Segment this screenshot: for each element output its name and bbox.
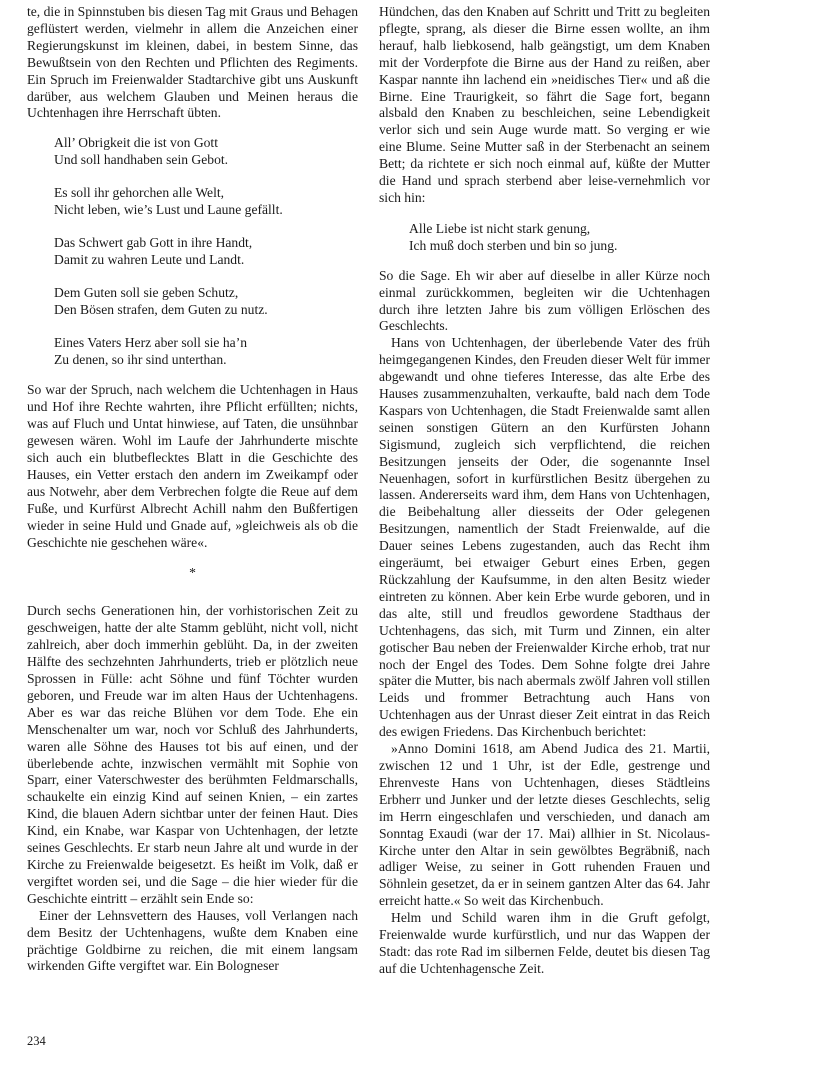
left-column	[27, 4, 358, 975]
stanza	[54, 285, 358, 319]
paragraph: Helm und Schild waren ihm in die Gruft gefolgt, Freienwalde wurde kurfürstlich, und nur das Wappen der Stadt: das rote Rad im silbernen Felde, deutet bis diesen Tag auf die Uchtenhagensche Zeit.	[379, 910, 710, 976]
verse-line: Ich muß doch sterben und bin so jung.	[409, 237, 618, 253]
verse-line: Alle Liebe ist nicht stark genung,	[409, 220, 591, 236]
verse-line: Damit zu wahren Leute und Landt.	[54, 251, 245, 267]
paragraph: So war der Spruch, nach welchem die Uchtenhagen in Haus und Hof ihre Rechte wahrten, ihre Pflicht erfüllten; nichts, was auf Fluch und Untat hinwiese, auf Taten, die unsühnbar gewesen wären. Wohl im Laufe der Jahrhunderte mischte sich auch ein blutbeflecktes Blatt in die Geschichte des Hauses, ein Vetter erstach den andern im Zweikampf oder aus Notwehr, aber dem Verbrechen folgte die Reue auf dem Fuße, und Kurfürst Albrecht Achill nahm den Bußfertigen wieder in seine Huld und Gnade auf, »gleichweis als ob die Geschichte nie geschehen wäre«.	[27, 382, 358, 550]
verse-line: Das Schwert gab Gott in ihre Handt,	[54, 234, 253, 250]
stanza	[54, 185, 358, 219]
paragraph: Durch sechs Generationen hin, der vorhistorischen Zeit zu geschweigen, hatte der alte Stamm geblüht, nicht voll, nicht zahlreich, aber doch immerhin geblüht. Da, in der zweiten Hälfte des sechzehnten Jahrhunderts, trieb er plötzlich neue Sprossen in Fülle: acht Söhne und fünf Töchter wurden geboren, und Freude war im alten Haus der Uchtenhagens. Aber es war das reiche Blühen vor dem Tode. Ehe ein Menschenalter um war, noch vor Schluß des Jahrhunderts, waren alle Söhne des Hauses tot bis auf einen, und der überlebende achte, inzwischen vermählt mit Sophie von Sparr, einer Vaterschwester des berühmten Feldmarschalls, schaukelte ein einzig Kind auf seinen Knien, – ein zartes Kind, die blauen Adern sichtbar unter der feinen Haut. Dies Kind, ein Knabe, war Kaspar von Uchtenhagen, der letzte seines Geschlechts. Er starb neun Jahre alt und wurde in der Kirche zu Freienwalde beigesetzt. Es heißt im Volk, daß er vergiftet worden sei, und die Sage – die hier wieder für die Geschichte eintritt – erzählt sein Ende so:	[27, 603, 358, 906]
stanza	[54, 235, 358, 269]
verse-line: Nicht leben, wie’s Lust und Laune gefällt.	[54, 202, 283, 218]
paragraph: Einer der Lehnsvettern des Hauses, voll Verlangen nach dem Besitz der Uchtenhagens, wußte dem Knaben eine prächtige Goldbirne zu reichen, die mit einem langsam wirkenden Gifte vergiftet war. Ein Bologneser	[27, 907, 358, 974]
page-number: 234	[27, 1034, 46, 1048]
verse-block	[409, 221, 710, 255]
verse-line: All’ Obrigkeit die ist von Gott	[54, 135, 218, 151]
verse-block	[54, 135, 358, 368]
paragraph: Hans von Uchtenhagen, der überlebende Vater des früh heimgegangenen Kindes, den Freuden dieser Welt für immer abgewandt und ohne tieferes Interesse, das alte Erbe des Hauses zusammenzuhalten, verkaufte, bald nach dem Tode Kaspars von Uchtenhagen, die Stadt Freienwalde samt allen seinen sonstigen Gütern an den Kurfürsten Johann Sigismund, zugleich sich verpflichtend, die reichen Besitzungen jenseits der Oder, die sogenannte Insel Neuenhagen, sofort in kurfürstlichen Besitz übergehen zu lassen. Andererseits ward ihm, dem Hans von Uchtenhagen, die Beibehaltung aller diesseits der Oder gelegenen Besitzungen, namentlich der Stadt Freienwalde, auf die Dauer seines Lebens zugestanden, auch das Recht ihm eingeräumt, bei etwaiger Geburt eines Erben, gegen Rückzahlung der Kaufsumme, in den alten Besitz wieder eintreten zu können. Aber kein Erbe wurde geboren, und in das alte, still und freudlos gewordene Stadthaus der Uchtenhagens, das sich, mit Turm und Zinnen, ein alter gotischer Bau neben der Freienwalder Kirche erhob, trat nur noch der Engel des Todes. Dem Sohne folgte drei Jahre später die Mutter, bis nach abermals zwölf Jahren voll stillen Leids und frommer Betrachtung auch Hans von Uchtenhagen aus der Unrast dieser Zeit eintrat in das Reich des ewigen Friedens. Das Kirchenbuch berichtet:	[379, 335, 710, 740]
verse-line: Zu denen, so ihr sind unterthan.	[54, 351, 227, 367]
verse-line: Es soll ihr gehorchen alle Welt,	[54, 185, 225, 201]
verse-line: Dem Guten soll sie geben Schutz,	[54, 284, 239, 300]
section-separator: *	[189, 565, 196, 581]
verse-line: Den Bösen strafen, dem Guten zu nutz.	[54, 301, 268, 317]
stanza	[54, 335, 358, 369]
paragraph: Hündchen, das den Knaben auf Schritt und Tritt zu begleiten pflegte, sprang, als dieser die Birne essen wollte, an ihm herauf, halb liebkosend, halb geängstigt, um dem Knaben mit der Vorderpfote die Birne aus der Hand zu reißen, aber Kaspar nannte ihn lachend ein »neidisches Tier« und aß die Birne. Eine Traurigkeit, so fährt die Sage fort, begann alsbald den Knaben zu beschleichen, seine Lebendigkeit verlor sich und sein Auge wurde matt. So verging er wie eine Blume. Seine Mutter saß in der Sterbenacht an seinem Bett; da richtete er sich noch einmal auf, küßte der Mutter die Hand und sprach sterbend aber leise-vernehmlich vor sich hin:	[379, 4, 710, 205]
paragraph: »Anno Domini 1618, am Abend Judica des 21. Martii, zwischen 12 und 1 Uhr, ist der Edle, gestrenge und Ehrenveste Hans von Uchtenhagen, dieses Städtleins Erbherr und Junker und der letzte dieses Geschlechts, selig im Herrn eingeschlafen und verschieden, und danach am Sonntag Exaudi (war der 17. Mai) allhier in St. Nicolaus-Kirche unter den Altar in sein gewölbtes Begräbniß, nach adliger Weise, zu seiner in Gott ruhenden Frauen und Söhnlein gesetzet, da er in seinem gantzen Alter das 64. Jahr erreicht hatte.« So weit das Kirchenbuch.	[379, 741, 710, 909]
verse-line: Eines Vaters Herz aber soll sie ha’n	[54, 334, 248, 350]
stanza	[54, 135, 358, 169]
verse-line: Und soll handhaben sein Gebot.	[54, 152, 229, 168]
right-column	[379, 4, 710, 978]
paragraph: te, die in Spinnstuben bis diesen Tag mit Graus und Behagen geflüstert werden, vielmehr in allem die Anzeichen einer Regierungskunst im kleinen, dabei, in bestem Sinne, das Bewußtsein von den Rechten und Pflichten des Regiments. Ein Spruch im Freienwalder Stadtarchive gibt uns Auskunft darüber, aus welchem Glauben und Meinen heraus die Uchtenhagen ihre Herrschaft übten.	[27, 4, 358, 121]
paragraph: So die Sage. Eh wir aber auf dieselbe in aller Kürze noch einmal zurückkommen, begleiten wir die Uchtenhagen durch ihre letzten Jahre bis zum völligen Erlöschen des Geschlechts.	[379, 267, 710, 334]
